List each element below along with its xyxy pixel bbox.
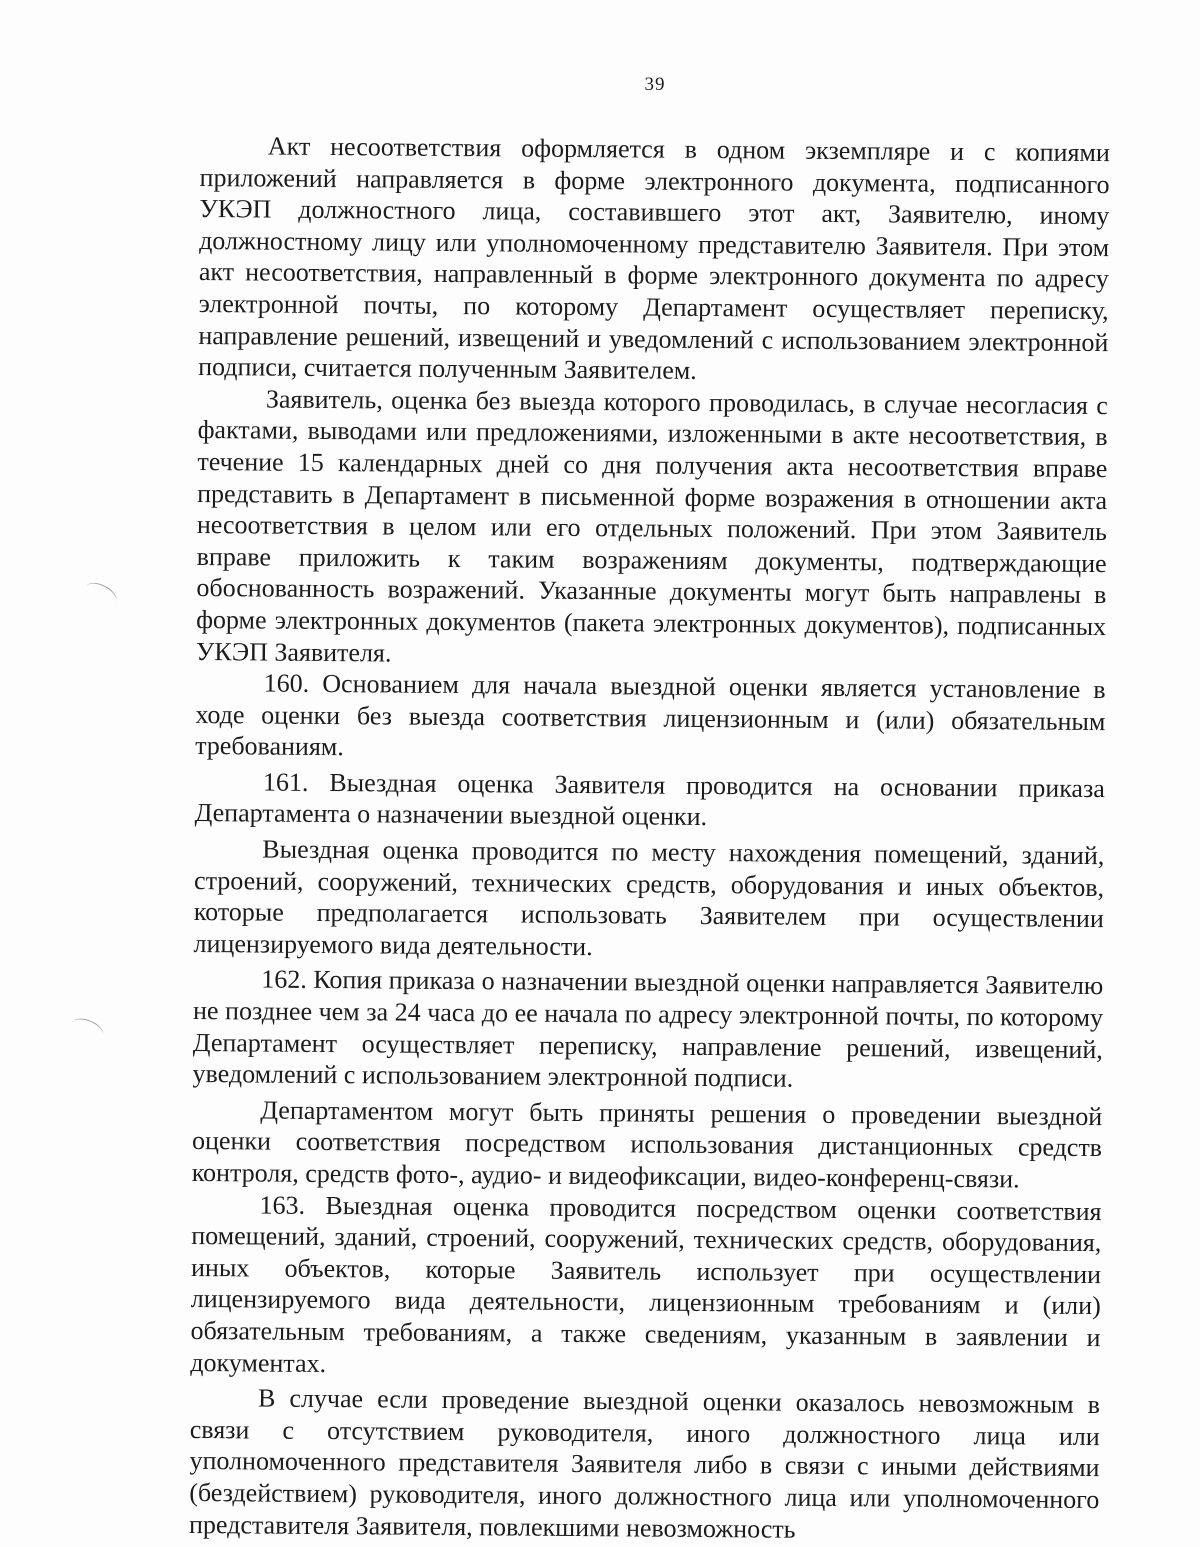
scan-margin-mark (82, 578, 121, 611)
paragraph: 161. Выездная оценка Заявителя проводится на основании приказа Департамента о назначении выездной оценки. (194, 767, 1105, 832)
document-body (189, 130, 1110, 1547)
paragraph: 162. Копия приказа о назначении выездной оценки направляется Заявителю не позднее чем за 24 часа до ее начала по адресу электронной почты, по которому Департамент осуществляет переписку, направление решений, извещений, уведомлений с использованием электронной подписи. (192, 964, 1104, 1093)
paragraph: 160. Основанием для начала выездной оценки является установление в ходе оценки без выезда соответствия лицензионным и (или) обязательным требованиям. (195, 668, 1106, 762)
paragraph: Выездная оценка проводится по месту нахождения помещений, зданий, строений, сооружений, технических средств, оборудования и иных объектов, которые предполагается использовать Заявителем при осуществлении лицензируемого вида деятельности. (193, 834, 1105, 961)
paragraph: В случае если проведение выездной оценки оказалось невозможным в связи с отсутствием руководителя, иного должностного лица или уполномоченного представителя Заявителя либо в связи с иными действиями (бездействием) руководителя, иного должностного лица или уполномоченного представителя Заявителя, повлекшими невозможность (188, 1383, 1101, 1544)
paragraph: Заявитель, оценка без выезда которого проводилась, в случае несогласия с фактами, выводами или предложениями, изложенными в акте несоответствия, в течение 15 календарных дней со дня получения акта несоответствия вправе представить в Департамент в письменной форме возражения в отношении акта несоответствия в целом или его отдельных положений. При этом Заявитель вправе приложить к таким возражениям документы, подтверждающие обоснованность возражений. Указанные документы могут быть направлены в форме электронных документов (пакета электронных документов), подписанных УКЭП Заявителя. (195, 384, 1108, 668)
scan-margin-mark (68, 1014, 107, 1044)
paragraph: 163. Выездная оценка проводится посредством оценки соответствия помещений, зданий, строений, сооружений, технических средств, оборудования, иных объектов, которые Заявитель использует при осуществлении лицензируемого вида деятельности, лицензионным требованиям и (или) обязательным требованиям, а также сведениям, указанным в заявлении и документах. (190, 1190, 1102, 1378)
paragraph: Акт несоответствия оформляется в одном экземпляре и с копиями приложений направляется в форме электронного документа, подписанного УКЭП должностного лица, составившего этот акт, Заявителю, иному должностному лицу или уполномоченному представителю Заявителя. При этом акт несоответствия, направленный в форме электронного документа по адресу электронной почты, по которому Департамент осуществляет переписку, направление решений, извещений и уведомлений с использованием электронной подписи, считается полученным Заявителем. (198, 131, 1110, 386)
page-number: 39 (644, 74, 666, 95)
paragraph: Департаментом могут быть приняты решения о проведении выездной оценки соответствия посредством использования дистанционных средств контроля, средств фото-, аудио- и видеофиксации, видео-конференц-связи. (191, 1095, 1103, 1194)
